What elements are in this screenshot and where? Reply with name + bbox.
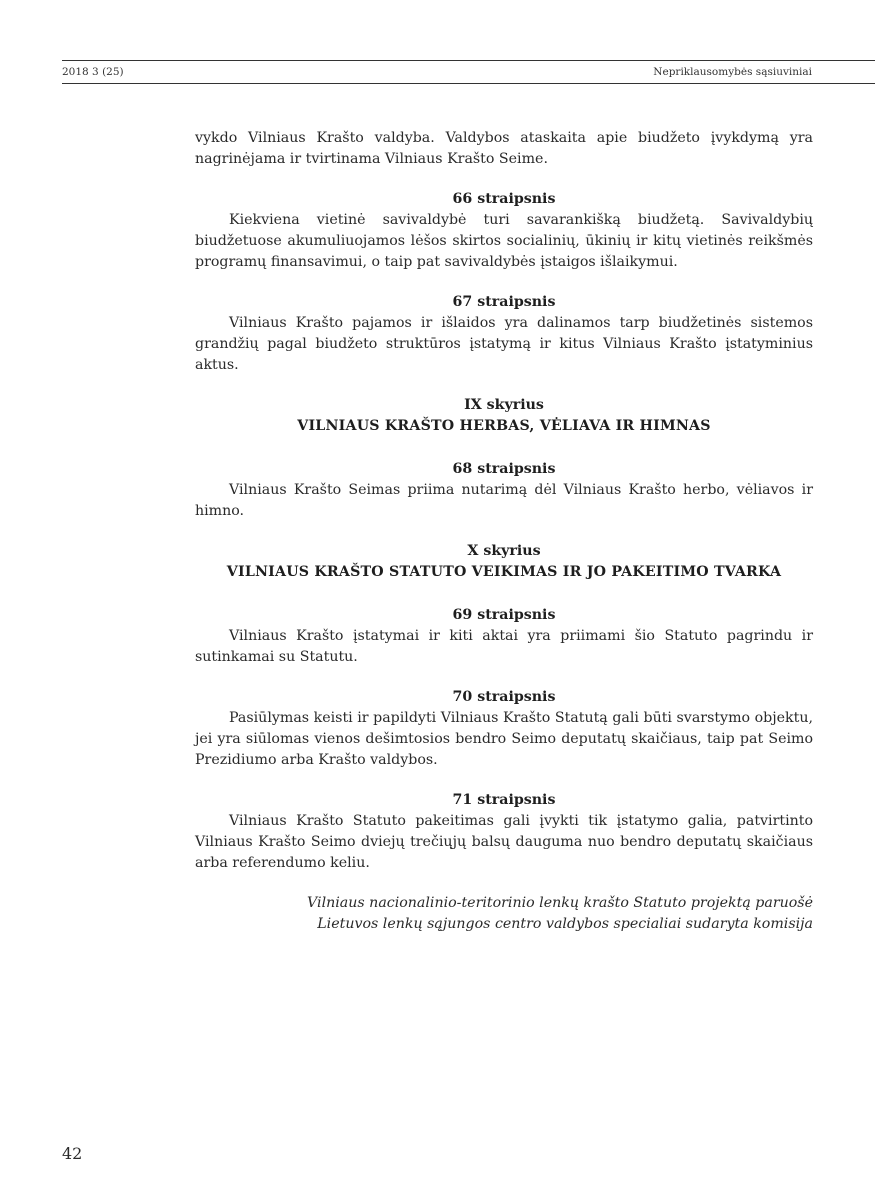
article-71-title: 71 straipsnis [452, 792, 556, 808]
issue-label: 2018 3 (25) [62, 66, 124, 78]
chapter-ix-title: VILNIAUS KRAŠTO HERBAS, VĖLIAVA IR HIMNAS [297, 418, 711, 434]
article-68-text: Vilniaus Krašto Seimas priima nutarimą dėl Vilniaus Krašto herbo, vėliavos ir himno. [195, 482, 813, 519]
article-68-title: 68 straipsnis [452, 461, 556, 477]
intro-paragraph: vykdo Vilniaus Krašto valdyba. Valdybos ataskaita apie biudžeto įvykdymą yra nagrinėjama ir tvirtinama Vilniaus Krašto Seime. [195, 130, 813, 167]
article-67-title: 67 straipsnis [452, 294, 556, 310]
article-71-text: Vilniaus Krašto Statuto pakeitimas gali įvykti tik įstatymo galia, patvirtinto Vilniaus Krašto Seimo dviejų trečiųjų balsų dauguma nuo bendro deputatų skaičiaus arba referendumo keliu. [195, 813, 813, 871]
signature-line-1: Vilniaus nacionalinio-teritorinio lenkų krašto Statuto projektą paruošė [307, 895, 813, 911]
article-66-text: Kiekviena vietinė savivaldybė turi savarankišką biudžetą. Savivaldybių biudžetuose akumuliuojamos lėšos skirtos socialinių, ūkinių ir kitų vietinės reikšmės programų finansavimui, o taip pat savivaldybės įstaigos išlaikymui. [195, 212, 813, 270]
page-content [195, 128, 813, 935]
article-67-text: Vilniaus Krašto pajamos ir išlaidos yra dalinamos tarp biudžetinės sistemos grandžių pagal biudžeto struktūros įstatymą ir kitus Vilniaus Krašto įstatyminius aktus. [195, 315, 813, 373]
article-66-title: 66 straipsnis [452, 191, 556, 207]
running-header [62, 60, 875, 84]
article-69-title: 69 straipsnis [452, 607, 556, 623]
chapter-x-title: VILNIAUS KRAŠTO STATUTO VEIKIMAS IR JO PAKEITIMO TVARKA [226, 564, 782, 580]
article-70-title: 70 straipsnis [452, 689, 556, 705]
article-70-text: Pasiūlymas keisti ir papildyti Vilniaus Krašto Statutą gali būti svarstymo objektu, jei yra siūlomas vienos dešimtosios bendro Seimo deputatų skaičiaus, taip pat Seimo Prezidiumo arba Krašto valdybos. [195, 710, 813, 768]
chapter-ix-number: IX skyrius [464, 397, 544, 413]
journal-title: Nepriklausomybės sąsiuviniai [653, 66, 812, 78]
page-number: 42 [62, 1144, 83, 1163]
chapter-x-number: X skyrius [467, 543, 541, 559]
article-69-text: Vilniaus Krašto įstatymai ir kiti aktai yra priimami šio Statuto pagrindu ir sutinkamai su Statutu. [195, 628, 813, 665]
signature-line-2: Lietuvos lenkų sąjungos centro valdybos specialiai sudaryta komisija [317, 916, 813, 932]
